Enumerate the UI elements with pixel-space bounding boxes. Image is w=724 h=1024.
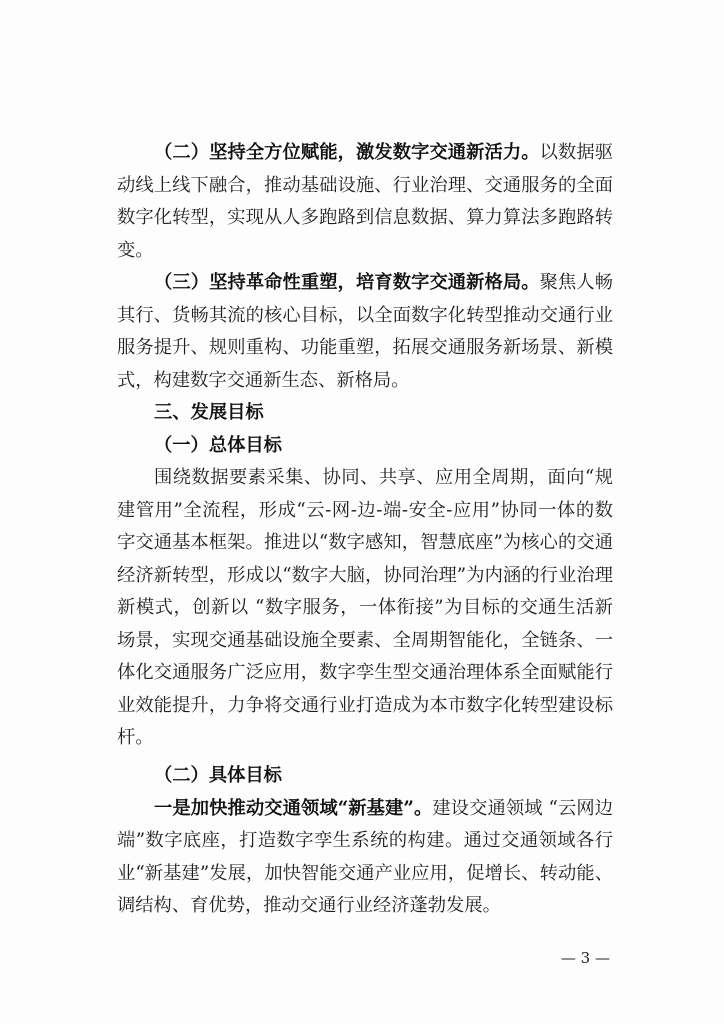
overall-goal-paragraph: 围绕数据要素采集、协同、共享、应用全周期，面向“规建管用”全流程，形成“云-网-边-端-安全-应用”协同一体的数字交通基本框架。推进以“数字感知，智慧底座”为核心的交通经济新转型，形成以“数字大脑，协同治理”为内涵的行业治理新模式，创新以 “数字服务，一体衔接”为目标的交通生活新场景，实现交通基础设施全要素、全周期智能化，全链条、一体化交通服务广泛应用，数字孪生型交通治理体系全面赋能行业效能提升，力争将交通行业打造成为本市数字化转型建设标杆。 <box>117 467 613 748</box>
page-number: — 3 — <box>560 949 610 967</box>
specific-goal-1-body: 建设交通领域 “云网边端”数字底座，打造数字孪生系统的构建。通过交通领域各行业“新基建”发展，加快智能交通产业应用，促增长、转动能、调结构、育优势，推动交通行业经济蓬勃发展。 <box>117 797 613 916</box>
principle-body-3: 聚焦人畅其行、货畅其流的核心目标，以全面数字化转型推动交通行业服务提升、规则重构、功能重塑，拓展交通服务新场景、新模式，构建数字交通新生态、新格局。 <box>117 272 614 391</box>
principle-lead-3: （三）坚持革命性重塑，培育数字交通新格局。 <box>154 272 540 293</box>
principle-paragraph-2 <box>117 137 613 267</box>
principle-body-2: 以数据驱动线上线下融合，推动基础设施、行业治理、交通服务的全面数字化转型，实现从人多跑路到信息数据、算力算法多跑路转变。 <box>117 142 614 261</box>
specific-goal-1-lead: 一是加快推动交通领域“新基建”。 <box>154 797 433 819</box>
specific-goal-1-paragraph <box>117 793 613 923</box>
principle-lead-2: （二）坚持全方位赋能，激发数字交通新活力。 <box>154 142 540 163</box>
overall-goal-heading: （一）总体目标 <box>154 434 282 456</box>
document-body <box>117 137 613 923</box>
specific-goal-heading: （二）具体目标 <box>154 765 282 786</box>
section-heading: 三、发展目标 <box>154 402 264 423</box>
principle-paragraph-3 <box>117 267 613 397</box>
